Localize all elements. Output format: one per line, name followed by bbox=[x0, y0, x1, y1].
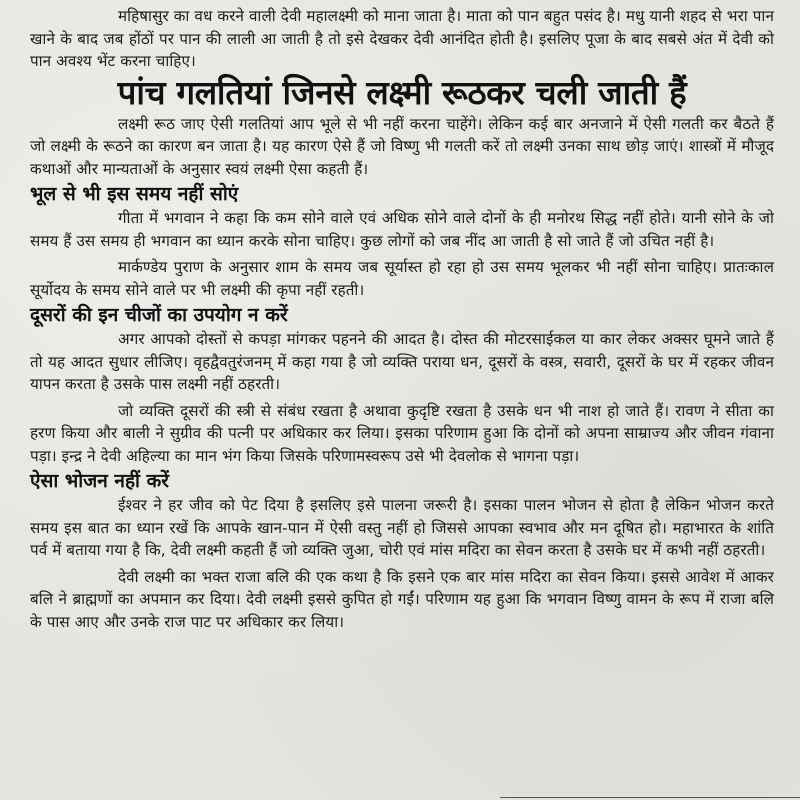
lead-paragraph: लक्ष्मी रूठ जाए ऐसी गलतियां आप भूले से भी नहीं करना चाहेंगे। लेकिन कई बार अनजाने में ऐसी गलती कर बैठते हैं जो लक्ष्मी के रूठने का कारण बन जाता है। यह कारण ऐसे हैं जो विष्णु भी गलती करें तो लक्ष्मी उनका साथ छोड़ जाएं। शास्त्रों में मौजूद कथाओं और मान्यताओं के अनुसार स्वयं लक्ष्मी ऐसा कहती हैं। bbox=[30, 114, 774, 178]
section-heading-sleep: भूल से भी इस समय नहीं सोएं bbox=[30, 183, 239, 205]
section-sleep-paragraph-2: मार्कण्डेय पुराण के अनुसार शाम के समय जब सूर्यास्त हो रहा हो उस समय भूलकर भी नहीं सोना चाहिए। प्रातःकाल सूर्योदय के समय सोने वाले पर भी लक्ष्मी की कृपा नहीं रहती। bbox=[30, 258, 774, 299]
intro-paragraph: महिषासुर का वध करने वाली देवी महालक्ष्मी को माना जाता है। माता को पान बहुत पसंद है। मधु यानी शहद से भरा पान खाने के बाद जब होंठों पर पान की लाली आ जाती है तो इसे देखकर देवी आनंदित होती है। इसलिए पूजा के बाद सबसे अंत में देवी को पान अवश्य भेंट करना चाहिए। bbox=[30, 7, 774, 70]
section-others-paragraph-1: अगर आपको दोस्तों से कपड़ा मांगकर पहनने की आदत है। दोस्त की मोटरसाईकल या कार लेकर अक्सर घूमने जाते हैं तो यह आदत सुधार लीजिए। वृहद्वैवतुरंजनम् में कहा गया है जो व्यक्ति पराया धन, दूसरों के वस्त्र, सवारी, दूसरों के घर में रहकर जीवन यापन करता है उसके पास लक्ष्मी नहीं ठहरती। bbox=[30, 330, 774, 393]
section-heading-others-things: दूसरों की इन चीजों का उपयोग न करें bbox=[30, 304, 288, 326]
section-others-paragraph-2: जो व्यक्ति दूसरों की स्त्री से संबंध रखता है अथावा कुदृष्टि रखता है उसके धन भी नाश हो जाते हैं। रावण ने सीता का हरण किया और बाली ने सुग्रीव की पत्नी पर अधिकार कर लिया। इसका परिणाम हुआ कि दोनों को अपना साम्राज्य और जीवन गंवाना पड़ा। इन्द्र ने देवी अहिल्या का मान भंग किया जिसके परिणामस्वरूप उसे भी देवलोक से भागना पड़ा। bbox=[30, 401, 774, 465]
section-sleep-paragraph-1: गीता में भगवान ने कहा कि कम सोने वाले एवं अधिक सोने वाले दोनों के ही मनोरथ सिद्ध नहीं होते। यानी सोने के जो समय हैं उस समय ही भगवान का ध्यान करके सोना चाहिए। कुछ लोगों को जब नींद आ जाती है सो जाते हैं जो उचित नहीं है। bbox=[30, 209, 774, 250]
section-heading-food: ऐसा भोजन नहीं करें bbox=[30, 470, 169, 492]
section-food-paragraph-1: ईश्वर ने हर जीव को पेट दिया है इसलिए इसे पालना जरूरी है। इसका पालन भोजन से होता है लेकिन भोजन करते समय इस बात का ध्यान रखें कि आपके खान-पान में ऐसी वस्तु नहीं हो जिससे आपका स्वभाव और मन दूषित हो। महाभारत के शांति पर्व में बताया गया है कि, देवी लक्ष्मी कहती हैं जो व्यक्ति जुआ, चोरी एवं मांस मदिरा का सेवन करता है उसके घर में कभी नहीं ठहरती। bbox=[30, 496, 774, 559]
article-headline: पांच गलतियां जिनसे लक्ष्मी रूठकर चली जाती हैं bbox=[117, 72, 687, 112]
section-food-paragraph-2: देवी लक्ष्मी का भक्त राजा बलि की एक कथा है कि इसने एक बार मांस मदिरा का सेवन किया। इससे आवेश में आकर बलि ने ब्राह्मणों का अपमान कर दिया। देवी लक्ष्मी इससे कुपित हो गईं। परिणाम यह हुआ कि भगवान विष्णु वामन के रूप में राजा बलि के पास आए और उनके राज पाट पर अधिकार कर लिया। bbox=[30, 567, 774, 631]
bottom-divider bbox=[500, 797, 800, 798]
